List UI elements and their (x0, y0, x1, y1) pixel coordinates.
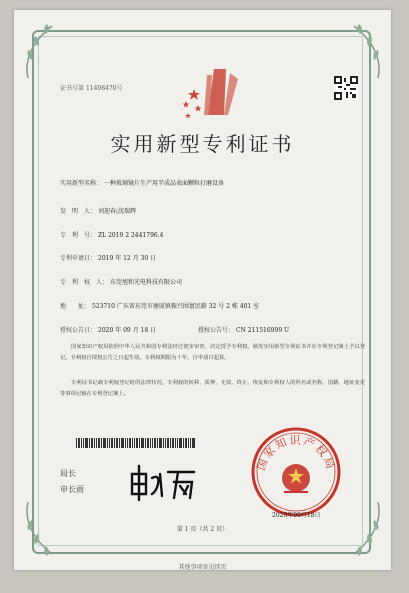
field-label: 授权公告日： (60, 327, 97, 334)
field-value: ZL 2019 2 2441796.4 (98, 232, 164, 239)
top-left-vine-ornament (22, 20, 62, 80)
certificate-number-label: 证书号第 (60, 85, 85, 92)
field-value: 一种玻璃镜片生产用半成品表面颗粒打磨设备 (104, 180, 225, 187)
field-inventor (60, 206, 136, 215)
grant-statement-paragraph: 国家知识产权局依照中华人民共和国专利法经过初步审查，决定授予专利权，颁发实用新型专利证书并在专利登记簿上予以登记。专利权自授权公告之日起生效。专利权期限为十年，自申请日起算。 (60, 344, 365, 361)
footer-note: 其他事项参见续页 (178, 564, 227, 571)
page-number: 第 1 页（共 2 页） (176, 526, 229, 533)
field-label: 专 利 权 人： (60, 279, 109, 286)
field-value: 东莞旭和光电科技有限公司 (110, 279, 183, 286)
field-value: CN 211516999 U (236, 327, 290, 334)
field-value: 523710 广东省东莞市塘厦镇振兴围富民路 32 号 2 栋 401 室 (92, 303, 260, 310)
field-patent-number (60, 230, 163, 239)
director-signature-icon (128, 462, 198, 502)
field-label: 地 址： (60, 303, 91, 310)
field-label: 授权公告号： (198, 327, 235, 334)
field-value: 2020 年 09 月 18 日 (98, 327, 157, 334)
official-seal-icon (250, 426, 342, 518)
field-value: 2019 年 12 月 30 日 (98, 255, 157, 262)
top-right-vine-ornament (344, 20, 384, 80)
director-title-label: 局长 (60, 469, 76, 478)
director-name-label: 申长雨 (60, 485, 84, 494)
certificate-title: 实用新型专利证书 (110, 132, 295, 156)
seal-text: 国家知识产权局 (254, 434, 338, 473)
field-label: 专 利 号： (60, 232, 97, 239)
field-utility-model-name (60, 178, 224, 187)
certificate-number (60, 83, 122, 92)
seal-date: 2020年09月18日 (272, 512, 321, 519)
field-patentee (60, 277, 182, 286)
certificate-number-value: 11498470号 (85, 85, 123, 92)
patent-office-emblem-icon (174, 65, 244, 121)
field-application-date (60, 253, 156, 262)
field-label: 发 明 人： (60, 208, 97, 215)
field-label: 专利申请日： (60, 255, 97, 262)
field-value: 刘迎春;沈瑞辉 (98, 208, 137, 215)
barcode-icon (76, 438, 196, 448)
legal-status-paragraph: 专利证书记载专利权登记时的法律状况。专利权的转移、质押、无效、终止、恢复和专利权人的姓名或名称、国籍、地址变更等事项记载在专利登记簿上。 (60, 380, 365, 397)
field-address (60, 301, 259, 310)
field-label: 实用新型名称： (60, 180, 103, 187)
field-grant-date (60, 325, 289, 334)
certificate-paper (14, 10, 391, 570)
qr-code-icon (334, 76, 358, 100)
